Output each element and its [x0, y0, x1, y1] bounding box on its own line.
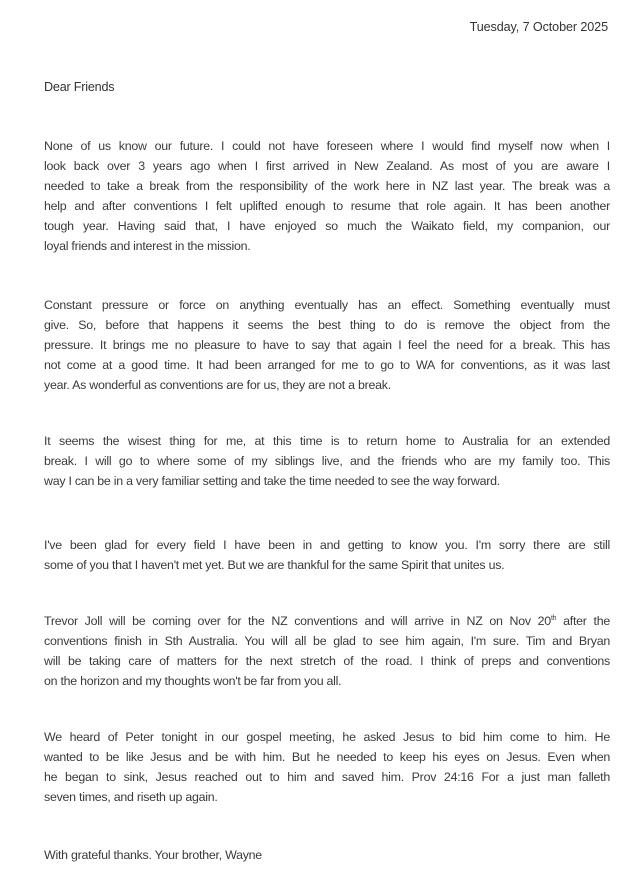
paragraph-line: give. So, before that happens it seems the best thing to do is remove the object from the	[44, 318, 610, 332]
paragraph-line: help and after conventions I felt uplifted enough to resume that role again. It has been another	[44, 199, 610, 213]
paragraph-line: on the horizon and my thoughts won't be far from you all.	[44, 674, 342, 688]
paragraph-line: needed to take a break from the responsibility of the work here in NZ last year. The break was a	[44, 179, 610, 193]
paragraph-line: wanted to be like Jesus and be with him. But he needed to keep his eyes on Jesus. Even when	[44, 750, 610, 764]
paragraph-future	[44, 136, 610, 256]
ordinal-suffix: th	[550, 614, 557, 622]
line-text: after the	[556, 614, 610, 628]
paragraph-line: not come at a good time. It had been arranged for me to go to WA for conventions, as it was last	[44, 358, 610, 372]
salutation: Dear Friends	[44, 80, 115, 94]
paragraph-line: year. As wonderful as conventions are for us, they are not a break.	[44, 378, 391, 392]
paragraph-line: pressure. It brings me no pleasure to have to say that again I feel the need for a break. This has	[44, 338, 610, 352]
paragraph-pressure	[44, 295, 610, 395]
paragraph-gratitude	[44, 535, 610, 575]
paragraph-trevor-joll	[44, 611, 610, 691]
paragraph-line: break. I will go to where some of my siblings live, and the friends who are my family too. This	[44, 454, 610, 468]
paragraph-line: look back over 3 years ago when I first arrived in New Zealand. As most of you are aware I	[44, 159, 610, 173]
paragraph-line: will be taking care of matters for the next stretch of the road. I think of preps and conventions	[44, 654, 610, 668]
paragraph-line: loyal friends and interest in the mission.	[44, 239, 251, 253]
paragraph-peter	[44, 727, 610, 807]
paragraph-return-home	[44, 431, 610, 491]
paragraph-line: he began to sink, Jesus reached out to him and saved him. Prov 24:16 For a just man falleth	[44, 770, 610, 784]
paragraph-line: It seems the wisest thing for me, at this time is to return home to Australia for an extended	[44, 434, 610, 448]
paragraph-line: We heard of Peter tonight in our gospel meeting, he asked Jesus to bid him come to him. He	[44, 730, 610, 744]
letter-date: Tuesday, 7 October 2025	[469, 20, 608, 34]
closing-signature: With grateful thanks. Your brother, Wayne	[44, 848, 262, 862]
paragraph-line: conventions finish in Sth Australia. You will all be glad to see him again, I'm sure. Tim and Bryan	[44, 634, 610, 648]
paragraph-line: Constant pressure or force on anything eventually has an effect. Something eventually must	[44, 298, 610, 312]
paragraph-line: tough year. Having said that, I have enjoyed so much the Waikato field, my companion, our	[44, 219, 610, 233]
paragraph-line	[44, 611, 610, 631]
paragraph-line: I've been glad for every field I have been in and getting to know you. I'm sorry there are still	[44, 538, 610, 552]
line-text: Trevor Joll will be coming over for the NZ conventions and will arrive in NZ on Nov 20	[44, 614, 551, 628]
paragraph-line: some of you that I haven't met yet. But we are thankful for the same Spirit that unites us.	[44, 558, 505, 572]
paragraph-line: seven times, and riseth up again.	[44, 790, 218, 804]
paragraph-line: None of us know our future. I could not have foreseen where I would find myself now when I	[44, 139, 610, 153]
paragraph-line: way I can be in a very familiar setting and take the time needed to see the way forward.	[44, 474, 500, 488]
